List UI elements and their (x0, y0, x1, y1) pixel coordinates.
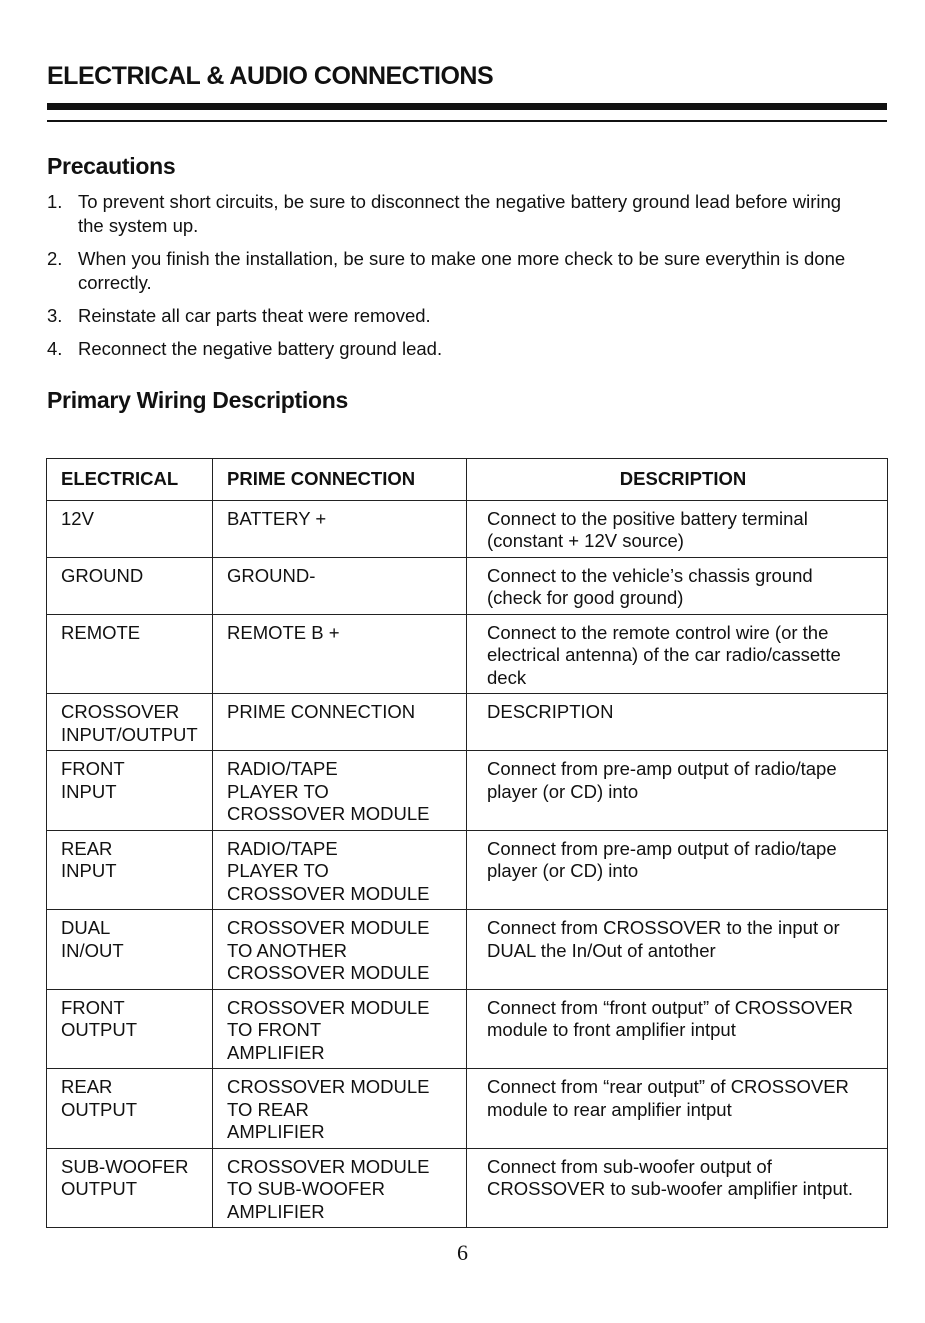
cell-description (467, 910, 888, 990)
cell-electrical (47, 1069, 213, 1149)
cell-electrical-text: FRONT OUTPUT (61, 996, 138, 1040)
cell-description-text: Connect from sub-woofer output of CROSSOVER to sub-woofer amplifier intput. (487, 1155, 854, 1199)
cell-prime-connection-text: GROUND- (227, 564, 316, 586)
cell-prime-connection (213, 989, 467, 1069)
cell-description (467, 751, 888, 831)
cell-electrical (47, 500, 213, 557)
precaution-number: 3. (47, 305, 63, 326)
cell-prime-connection-text: BATTERY + (227, 507, 327, 529)
header-description: DESCRIPTION (467, 459, 888, 501)
cell-electrical-text: REMOTE (61, 621, 141, 643)
precaution-number: 1. (47, 191, 63, 212)
wiring-heading: Primary Wiring Descriptions (47, 387, 348, 413)
cell-description-text: Connect to the remote control wire (or the electrical antenna) of the car radio/cassette deck (487, 621, 841, 688)
cell-prime-connection-text: RADIO/TAPE PLAYER TO CROSSOVER MODULE (227, 758, 430, 824)
cell-prime-connection-text: CROSSOVER MODULE TO SUB-WOOFER AMPLIFIER (227, 1155, 430, 1222)
cell-electrical (47, 910, 213, 990)
cell-prime-connection-text: CROSSOVER MODULE TO FRONT AMPLIFIER (227, 996, 430, 1063)
title-rule-thin (47, 120, 887, 122)
cell-prime-connection (213, 751, 467, 831)
cell-description (467, 830, 888, 910)
table-row (47, 1148, 888, 1228)
precaution-text: Reconnect the negative battery ground lead. (78, 338, 443, 359)
cell-description-text: Connect from pre-amp output of radio/tape player (or CD) into (487, 758, 837, 802)
precaution-item (47, 337, 867, 361)
cell-electrical-text: REAR OUTPUT (61, 1076, 138, 1120)
precaution-item (47, 190, 867, 238)
cell-prime-connection (213, 910, 467, 990)
cell-electrical (47, 989, 213, 1069)
cell-description (467, 1148, 888, 1228)
cell-description-text: Connect to the vehicle’s chassis ground (check for good ground) (487, 564, 813, 608)
cell-description-text: Connect from “front output” of CROSSOVER module to front amplifier intput (487, 996, 854, 1040)
table-row (47, 751, 888, 831)
cell-description (467, 614, 888, 694)
cell-prime-connection-text: CROSSOVER MODULE TO ANOTHER CROSSOVER MODULE (227, 917, 430, 983)
table-row (47, 830, 888, 910)
cell-description (467, 500, 888, 557)
cell-prime-connection (213, 614, 467, 694)
cell-description (467, 989, 888, 1069)
cell-description (467, 557, 888, 614)
cell-electrical (47, 614, 213, 694)
cell-electrical (47, 830, 213, 910)
cell-prime-connection-text: RADIO/TAPE PLAYER TO CROSSOVER MODULE (227, 837, 430, 904)
title-rule-thick (47, 103, 887, 110)
table-row (47, 910, 888, 990)
precautions-list (47, 190, 867, 370)
table-row (47, 614, 888, 694)
cell-electrical (47, 557, 213, 614)
wiring-table (46, 458, 888, 1228)
cell-description-text: Connect to the positive battery terminal (constant + 12V source) (487, 507, 808, 551)
cell-description-text: DESCRIPTION (487, 701, 614, 722)
table-row (47, 500, 888, 557)
cell-electrical-text: CROSSOVER INPUT/OUTPUT (61, 701, 198, 745)
cell-prime-connection (213, 500, 467, 557)
table-row (47, 694, 888, 751)
page-title: ELECTRICAL & AUDIO CONNECTIONS (47, 62, 494, 90)
table-row (47, 1069, 888, 1149)
cell-description (467, 1069, 888, 1149)
cell-description-text: Connect from pre-amp output of radio/tape player (or CD) into (487, 837, 837, 881)
table-row (47, 989, 888, 1069)
cell-prime-connection (213, 694, 467, 751)
cell-description-text: Connect from “rear output” of CROSSOVER module to rear amplifier intput (487, 1076, 849, 1120)
precaution-number: 4. (47, 338, 63, 359)
header-electrical: ELECTRICAL (47, 459, 213, 501)
precaution-text: Reinstate all car parts theat were removed. (78, 305, 431, 326)
header-prime-connection: PRIME CONNECTION (213, 459, 467, 501)
cell-electrical-text: FRONT INPUT (61, 758, 125, 802)
cell-prime-connection (213, 830, 467, 910)
precaution-text: When you finish the installation, be sure to make one more check to be sure everythin is done correctly. (78, 248, 846, 293)
cell-electrical-text: 12V (61, 507, 94, 529)
cell-electrical (47, 751, 213, 831)
cell-prime-connection (213, 557, 467, 614)
precautions-heading: Precautions (47, 153, 176, 179)
precaution-number: 2. (47, 248, 63, 269)
cell-prime-connection-text: REMOTE B + (227, 621, 340, 643)
cell-prime-connection (213, 1069, 467, 1149)
table-row (47, 557, 888, 614)
cell-electrical-text: GROUND (61, 564, 144, 586)
cell-prime-connection (213, 1148, 467, 1228)
cell-description-text: Connect from CROSSOVER to the input or DUAL the In/Out of antother (487, 917, 840, 961)
table-body (47, 500, 888, 1228)
cell-electrical (47, 1148, 213, 1228)
cell-electrical-text: SUB-WOOFER OUTPUT (61, 1155, 189, 1199)
cell-electrical-text: DUAL IN/OUT (61, 917, 124, 961)
precaution-item (47, 304, 867, 328)
precaution-item (47, 247, 867, 295)
cell-description (467, 694, 888, 751)
table-header-row (47, 459, 888, 501)
cell-prime-connection-text: PRIME CONNECTION (227, 701, 416, 722)
cell-electrical-text: REAR INPUT (61, 837, 117, 881)
cell-prime-connection-text: CROSSOVER MODULE TO REAR AMPLIFIER (227, 1076, 430, 1142)
precaution-text: To prevent short circuits, be sure to disconnect the negative battery ground lead before wiring the system up. (78, 191, 842, 236)
page-number: 6 (457, 1240, 468, 1265)
cell-electrical (47, 694, 213, 751)
